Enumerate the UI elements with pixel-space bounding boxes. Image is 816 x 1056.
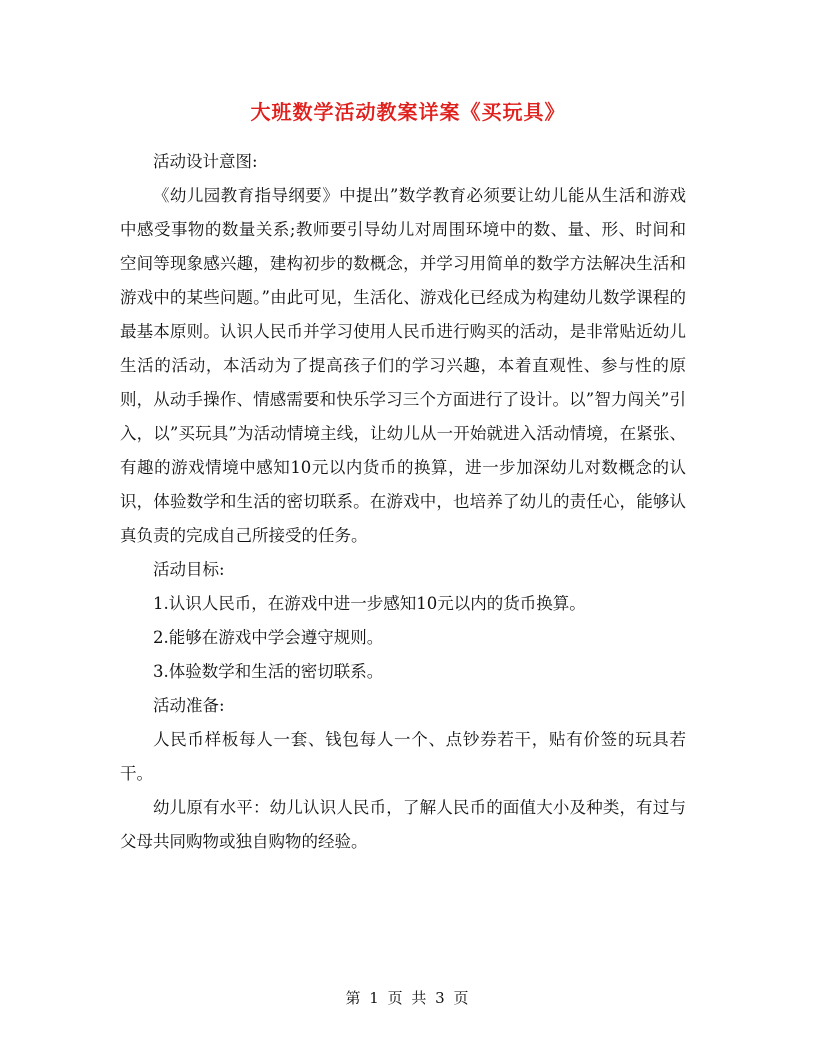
heading-activity-goals: 活动目标: [153,560,225,579]
paragraph-prior-level: 幼儿原有水平：幼儿认识人民币，了解人民币的面值大小及种类，有过与父母共同购物或独自购物的经验。 [120,798,686,851]
paragraph-design-intent: 《幼儿园教育指导纲要》中提出”数学教育必须要让幼儿能从生活和游戏中感受事物的数量关系;教师要引导幼儿对周围环境中的数、量、形、时间和空间等现象感兴趣，建构初步的数概念，并学习用简单的数学方法解决生活和游戏中的某些问题。”由此可见，生活化、游戏化已经成为构建幼儿数学课程的最基本原则。认识人民币并学习使用人民币进行购买的活动，是非常贴近幼儿生活的活动，本活动为了提高孩子们的学习兴趣，本着直观性、参与性的原则，从动手操作、情感需要和快乐学习三个方面进行了设计。以”智力闯关”引入，以”买玩具”为活动情境主线，让幼儿从一开始就进入活动情境，在紧张、有趣的游戏情境中感知10元以内货币的换算，进一步加深幼儿对数概念的认识，体验数学和生活的密切联系。在游戏中，也培养了幼儿的责任心，能够认真负责的完成自己所接受的任务。 [120,186,686,545]
paragraph-preparation: 人民币样板每人一套、钱包每人一个、点钞券若干，贴有价签的玩具若干。 [120,730,686,783]
goal-item-3: 3.体验数学和生活的密切联系。 [153,662,384,681]
page-number-footer: 第 1 页 共 3 页 [345,989,471,1007]
heading-design-intent: 活动设计意图: [153,152,258,171]
heading-activity-preparation: 活动准备: [153,696,225,715]
goal-item-1: 1.认识人民币，在游戏中进一步感知10元以内的货币换算。 [153,594,586,613]
goal-item-2: 2.能够在游戏中学会遵守规则。 [153,628,384,647]
document-body [120,145,686,859]
document-title: 大班数学活动教案详案《买玩具》 [250,100,566,124]
